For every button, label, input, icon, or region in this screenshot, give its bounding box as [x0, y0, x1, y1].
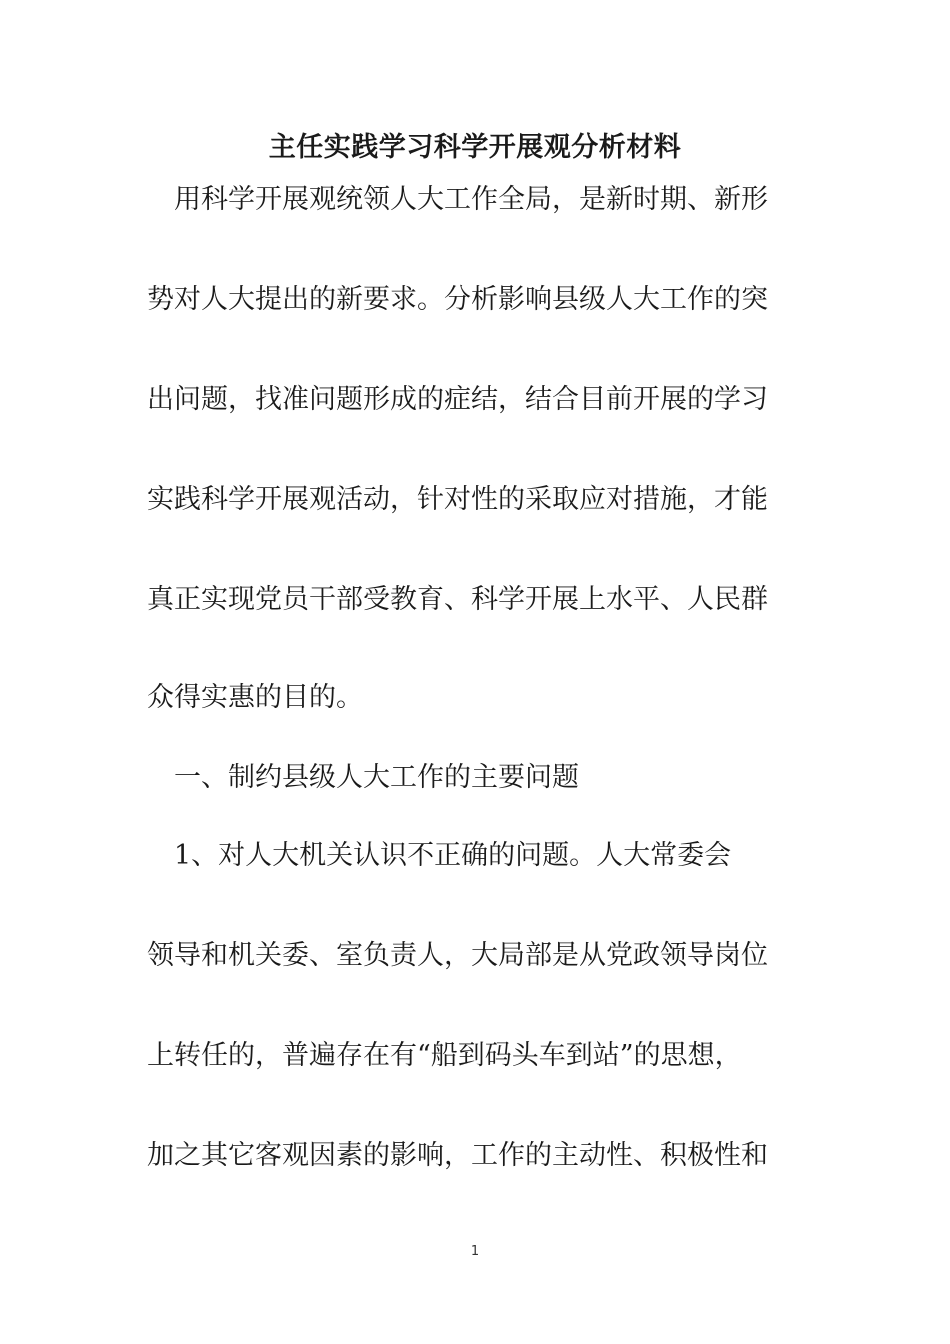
paragraph-line: 势对人大提出的新要求。分析影响县级人大工作的突	[147, 284, 768, 315]
paragraph-line: 领导和机关委、室负责人，大局部是从党政领导岗位	[147, 940, 768, 971]
paragraph-line: 加之其它客观因素的影响，工作的主动性、积极性和	[147, 1140, 768, 1171]
paragraph-line: 1、对人大机关认识不正确的问题。人大常委会	[147, 840, 732, 871]
paragraph-line: 众得实惠的目的。	[147, 682, 363, 713]
section-heading: 一、制约县级人大工作的主要问题	[147, 762, 579, 793]
paragraph-line: 出问题，找准问题形成的症结，结合目前开展的学习	[147, 384, 768, 415]
paragraph-line: 实践科学开展观活动，针对性的采取应对措施，才能	[147, 484, 768, 515]
page-number: 1	[470, 1244, 480, 1259]
paragraph-line: 上转任的，普遍存在有“船到码头车到站”的思想，	[147, 1040, 742, 1071]
document-title: 主任实践学习科学开展观分析材料	[268, 132, 682, 163]
paragraph-line: 用科学开展观统领人大工作全局，是新时期、新形	[147, 184, 768, 215]
paragraph-line: 真正实现党员干部受教育、科学开展上水平、人民群	[147, 584, 768, 615]
